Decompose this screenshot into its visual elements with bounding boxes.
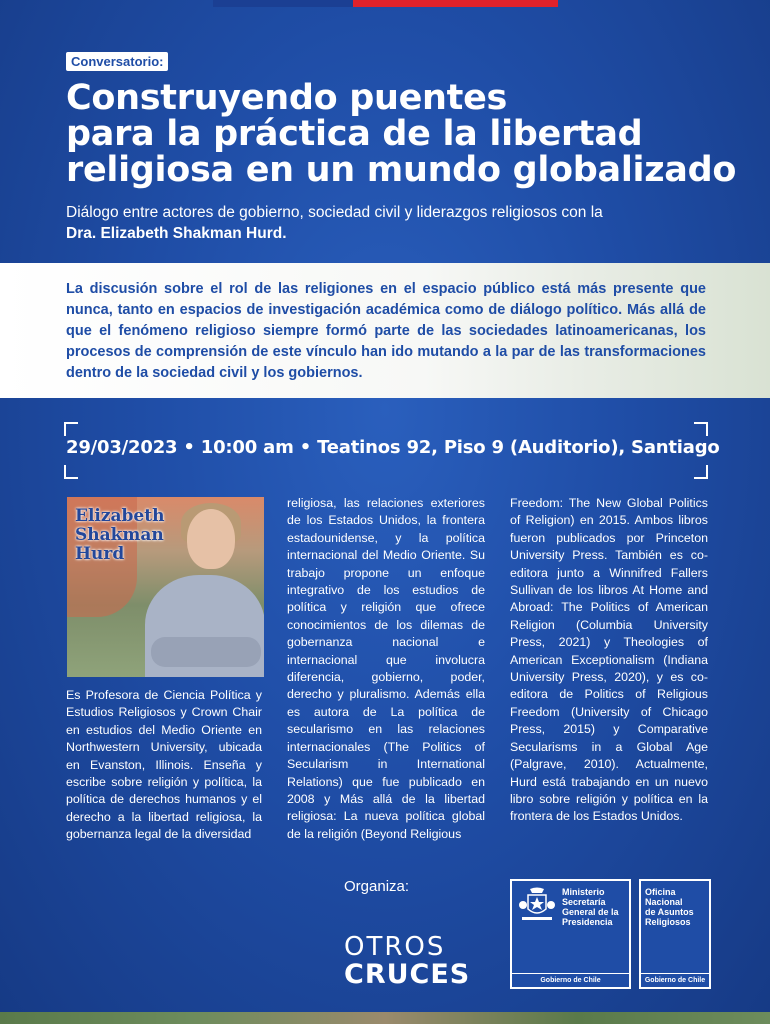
top-color-bar (213, 0, 558, 7)
title-line: Construyendo puentes (66, 78, 508, 118)
onar-logo (639, 879, 711, 989)
frame-corner (64, 422, 78, 436)
photo-name-line: Hurd (75, 544, 125, 564)
event-type-badge: Conversatorio: (66, 52, 168, 71)
logo-line: OTROS (344, 932, 446, 962)
event-details: 29/03/2023 • 10:00 am • Teatinos 92, Piso 9 (Auditorio), Santiago (66, 437, 720, 458)
top-bar-red (353, 0, 558, 7)
subtitle (66, 202, 756, 244)
photo-arms (151, 637, 261, 667)
title-line: para la práctica de la libertad (66, 114, 643, 154)
gobierno-label: Gobierno de Chile (512, 973, 629, 984)
bio-column-1: Es Profesora de Ciencia Política y Estudios Religiosos y Crown Chair en estudios del Medio Oriente en Northwestern University, ubicada en Evanston, Illinois. Enseña y escribe sobre religión y política, la política de derechos humanos y el derecho a la libertad religiosa, la gobernanza legal de la diversidad (66, 688, 262, 842)
page-title (66, 80, 746, 188)
photo-name-line: Elizabeth (75, 506, 165, 526)
frame-corner (694, 465, 708, 479)
gobierno-label: Gobierno de Chile (641, 973, 709, 984)
logo-text-line: Presidencia (562, 917, 613, 927)
ministry-logo (510, 879, 631, 989)
bio-column-2: religiosa, las relaciones exteriores de los Estados Unidos, la frontera estadounidense, y la política internacional del Medio Oriente. Su trabajo propone un enfoque integrativo de los estudios de política y religión que ofrece conocimientos de los dilemas de gobernanza nacional e internacional que involucra diferencia, gobierno, poder, derecho y pluralismo. Además ella es autora de La política de secularismo en las relaciones internacionales (The Politics of Secularism in International Relations) que fue publicado en 2008 y Más allá de la libertad religiosa: La nueva política global de la religión (Beyond Religious (287, 496, 485, 841)
ministry-name (562, 887, 619, 927)
logo-text-line: Religiosos (645, 917, 691, 927)
title-line: religiosa en un mundo globalizado (66, 150, 737, 190)
photo-caption (75, 507, 164, 564)
logo-text-line: General de la (562, 907, 619, 917)
top-bar-blue (213, 0, 353, 7)
logo-text-line: Oficina (645, 887, 676, 897)
photo-face (187, 509, 235, 569)
subtitle-text: Diálogo entre actores de gobierno, sociedad civil y liderazgos religiosos con la (66, 204, 603, 221)
logo-text-line: Ministerio (562, 887, 605, 897)
logo-text-line: Secretaría (562, 897, 606, 907)
photo-name-line: Shakman (75, 525, 164, 545)
intro-band (0, 263, 770, 398)
logo-line: CRUCES (344, 959, 471, 990)
intro-paragraph: La discusión sobre el rol de las religiones en el espacio público está más presente que nunca, tanto en espacios de investigación académica como de diálogo político. Más allá de que el fenómeno religioso siempre formó parte de las sociedades latinoamericanas, los procesos de comprensión de este vínculo han ido mutando a la par de las transformaciones dentro de la sociedad civil y los gobiernos. (66, 281, 706, 381)
organizer-label: Organiza: (344, 878, 410, 895)
frame-corner (694, 422, 708, 436)
frame-corner (64, 465, 78, 479)
speaker-name: Dra. Elizabeth Shakman Hurd. (66, 225, 287, 242)
otros-cruces-logo (344, 933, 470, 989)
logo-text-line: Nacional (645, 897, 683, 907)
onar-name (645, 887, 694, 927)
bio-column-3: Freedom: The New Global Politics of Religion) en 2015. Ambos libros fueron publicados por Princeton University Press. También es co-editora junto a Winnifred Fallers Sullivan de los libros At Home and Abroad: The Politics of American Religion (Columbia University Press, 2021) y Theologies of American Exceptionalism (Indiana University Press, 2020), y es co-editora de Politics of Religious Freedom (University of Chicago Press, 2015) y Comparative Secularisms in a Global Age (Palgrave, 2010). Actualmente, Hurd está trabajando en un nuevo libro sobre religión y política en la frontera de los Estados Unidos. (510, 496, 708, 824)
speaker-photo (67, 497, 264, 677)
chile-crest-icon (518, 887, 556, 923)
logo-text-line: de Asuntos (645, 907, 694, 917)
bottom-photo-strip (0, 1012, 770, 1024)
